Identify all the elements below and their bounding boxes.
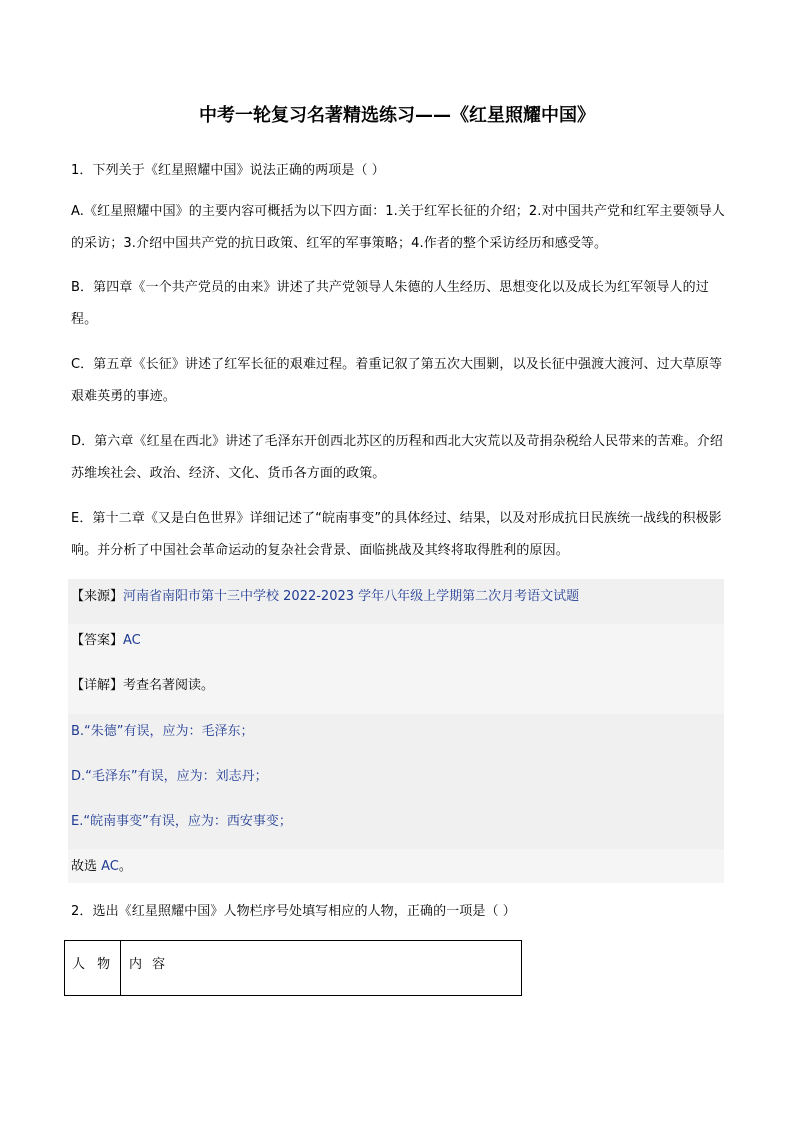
question-1-option-e: E．第十二章《又是白色世界》详细记述了“皖南事变”的具体经过、结果，以及对形成抗日民族统一战线的积极影响。并分析了中国社会革命运动的复杂社会背景、面临挑战及其终将取得胜利的原因。 [71, 511, 722, 558]
table-header-content: 内 容 [129, 957, 169, 972]
answer-label: 【答案】 [71, 633, 124, 648]
conclusion-value: AC [101, 859, 119, 874]
table-header-person: 人 物 [65, 941, 121, 995]
detail-line-b-text: B.“朱德”有误，应为：毛泽东； [71, 724, 254, 739]
detail-text: 考查名著阅读。 [123, 678, 215, 693]
question-1-stem: 1．下列关于《红星照耀中国》说法正确的两项是（ ） [71, 163, 385, 178]
question-1-option-a: A.《红星照耀中国》的主要内容可概括为以下四方面：1.关于红军长征的介绍；2.对中国共产党和红军主要领导人的采访；3.介绍中国共产党的抗日政策、红军的军事策略；4.作者的整个采访经历和感受等。 [71, 204, 725, 251]
question-2-table [64, 940, 522, 996]
source-text: 河南省南阳市第十三中学校 2022-2023 学年八年级上学期第二次月考语文试题 [123, 589, 580, 604]
question-1-option-d: D．第六章《红星在西北》讲述了毛泽东开创西北苏区的历程和西北大灾荒以及苛捐杂税给人民带来的苦难。介绍苏维埃社会、政治、经济、文化、货币各方面的政策。 [71, 434, 724, 481]
detail-line-e-text: E.“皖南事变”有误，应为：西安事变； [71, 814, 292, 829]
detail-row [68, 669, 724, 714]
detail-line-b [68, 714, 724, 759]
source-label: 【来源】 [71, 589, 124, 604]
detail-line-d [68, 759, 724, 804]
question-2-stem: 2．选出《红星照耀中国》人物栏序号处填写相应的人物，正确的一项是（ ） [71, 904, 516, 919]
answer-text: AC [123, 633, 141, 648]
conclusion-suffix: 。 [118, 859, 132, 874]
detail-line-e [68, 804, 724, 849]
source-row [68, 579, 724, 624]
detail-line-d-text: D.“毛泽东”有误，应为：刘志丹； [71, 769, 268, 784]
question-1-option-c: C．第五章《长征》讲述了红军长征的艰难过程。着重记叙了第五次大围剿，以及长征中强渡大渡河、过大草原等艰难英勇的事迹。 [71, 357, 723, 404]
conclusion-row [68, 849, 724, 883]
question-1-option-b: B．第四章《一个共产党员的由来》讲述了共产党领导人朱德的人生经历、思想变化以及成长为红军领导人的过程。 [71, 280, 709, 327]
document-title: 中考一轮复习名著精选练习——《红星照耀中国》 [199, 105, 595, 126]
detail-label: 【详解】 [71, 678, 124, 693]
answer-row [68, 624, 724, 669]
conclusion-prefix: 故选 [71, 859, 102, 874]
